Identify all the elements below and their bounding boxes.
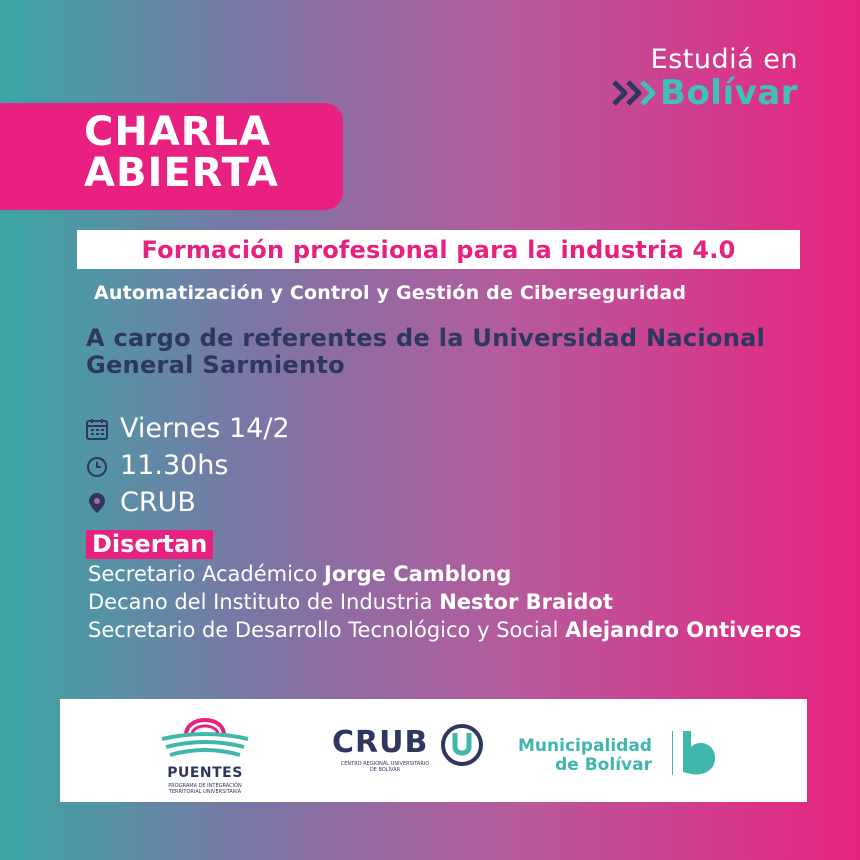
crub-subtitle	[330, 761, 440, 773]
crub-sub1: CENTRO REGIONAL UNIVERSITARIO	[340, 761, 430, 767]
a-cargo-line2: General Sarmiento	[86, 351, 345, 379]
location-text: CRUB	[120, 487, 196, 518]
speaker-1-role: Secretario Académico	[88, 562, 318, 586]
detail-location	[84, 484, 290, 521]
a-cargo-text	[86, 325, 826, 379]
charla-line1: CHARLA	[84, 109, 272, 155]
charla-title	[84, 109, 279, 196]
puentes-sub1: PROGRAMA DE INTEGRACIÓN	[168, 783, 242, 789]
calendar-icon	[84, 416, 110, 442]
brand-line1: Estudiá en	[650, 44, 798, 75]
clock-icon	[84, 453, 110, 479]
speaker-2	[88, 588, 808, 616]
speakers-list	[88, 560, 808, 644]
crub-word: CRUB	[332, 725, 429, 760]
speaker-3-role: Secretario de Desarrollo Tecnológico y Social	[88, 618, 559, 642]
puentes-sub2: TERRITORIAL UNIVERSITARIA	[168, 789, 242, 795]
speaker-1	[88, 560, 808, 588]
location-pin-icon	[84, 490, 110, 516]
a-cargo-line1: A cargo de referentes de la Universidad Nacional	[86, 324, 766, 352]
detail-date	[84, 410, 290, 447]
bridge-icon	[158, 705, 252, 765]
event-details	[84, 410, 290, 521]
puentes-subtitle	[158, 783, 252, 795]
speaker-3-name: Alejandro Ontiveros	[565, 618, 802, 642]
bolivar-b-icon	[679, 729, 719, 777]
double-chevron-icon	[610, 78, 658, 108]
brand-line2: Bolívar	[660, 73, 798, 113]
crub-u-icon	[440, 723, 484, 767]
muni-divider	[672, 731, 673, 775]
headline: Formación profesional para la industria 4.0	[77, 230, 800, 269]
speaker-2-role: Decano del Instituto de Industria	[88, 590, 433, 614]
muni-line1: Municipalidad	[518, 736, 652, 756]
date-text: Viernes 14/2	[120, 413, 290, 444]
muni-line2: de Bolívar	[555, 755, 652, 775]
crub-sub2: DE BOLÍVAR	[369, 767, 401, 773]
speaker-2-name: Nestor Braidot	[439, 590, 613, 614]
time-text: 11.30hs	[120, 450, 229, 481]
subheadline: Automatización y Control y Gestión de Ciberseguridad	[94, 282, 687, 304]
charla-line2: ABIERTA	[84, 150, 279, 196]
speaker-1-name: Jorge Camblong	[324, 562, 512, 586]
municipalidad-logo	[518, 737, 652, 775]
puentes-logo	[158, 705, 252, 797]
detail-time	[84, 447, 290, 484]
speaker-3	[88, 616, 808, 644]
disertan-label: Disertan	[86, 530, 213, 559]
puentes-title: PUENTES	[167, 765, 243, 781]
crub-logo	[330, 721, 490, 781]
brand-logo	[610, 44, 798, 113]
logo-bar	[60, 699, 807, 802]
